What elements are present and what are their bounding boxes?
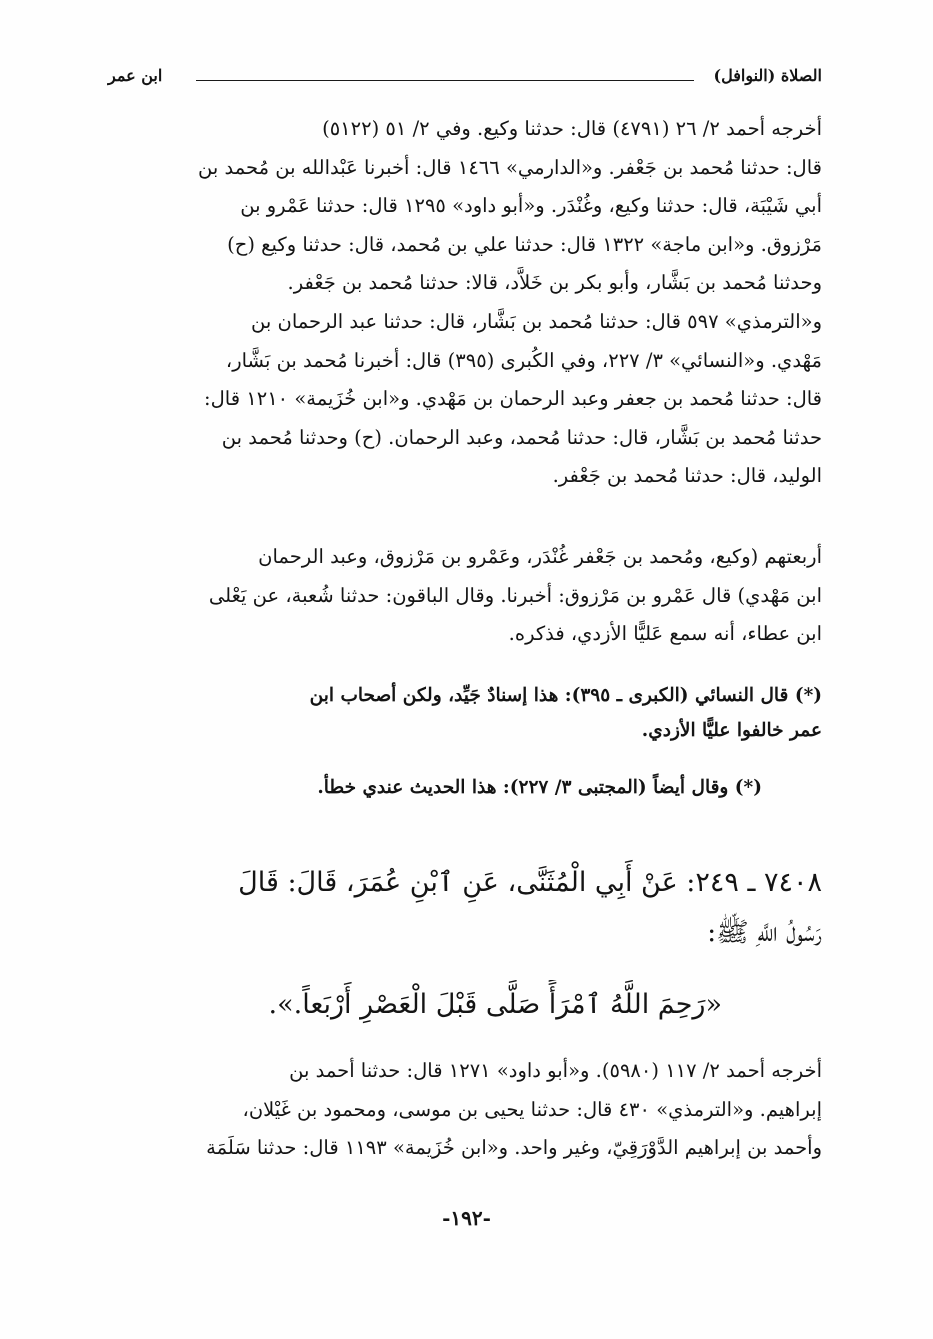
running-header [108,60,822,90]
text-line: أربعتهم (وكيع، ومُحمد بن جَعْفر غُنْدَر، وعَمْرو بن مَرْزوق، وعبد الرحمان [258,545,822,568]
chapter-title: ابن عمر [108,66,163,85]
hadith-isnad-line: ٧٤٠٨ ـ ٢٤٩: عَنْ أَبِي الْمُثَنَّى، عَنِ ٱبْنِ عُمَرَ، قَالَ: قَالَ [238,867,822,898]
nasai-note-2 [112,770,822,805]
text-line: أخرجه أحمد ٢/ ١١٧ (٥٩٨٠). و«أبو داود» ١٢٧١ قال: حدثنا أحمد بن [289,1059,822,1082]
text-line: إبراهيم. و«الترمذي» ٤٣٠ قال: حدثنا يحيى بن موسى، ومحمود بن غَيْلان، [242,1097,822,1121]
takhrij-paragraph-2 [112,1052,822,1168]
text-line: حدثنا مُحمد بن بَشَّار، قال: حدثنا مُحمد، وعبد الرحمان. (ح) وحدثنا مُحمد بن [221,425,822,449]
text-line: مَرْزوق. و«ابن ماجة» ١٣٢٢ قال: حدثنا علي بن مُحمد، قال: حدثنا وكيع (ح) [227,232,822,256]
hadith-isnad-line: رَسُولُ اللَّهِ ﷺ: [707,917,822,948]
header-rule [196,80,694,81]
page-number: -١٩٢- [442,1206,491,1230]
takhrij-paragraph-1 [112,110,822,496]
note-line: (*) قال النسائي (الكبرى ـ ٣٩٥): هذا إسنادٌ جَيِّد، ولكن أصحاب ابن [309,685,822,706]
text-line: و«الترمذي» ٥٩٧ قال: حدثنا مُحمد بن بَشَّار، قال: حدثنا عبد الرحمان بن [251,309,822,333]
note-line: عمر خالفوا عليًّا الأزدي. [641,720,822,741]
narrators-paragraph [112,538,822,654]
text-line: أبي شَيْبَة، قال: حدثنا وكيع، وغُنْدَر. و«أبو داود» ١٢٩٥ قال: حدثنا عَمْرو بن [240,194,822,218]
text-line: مَهْدي. و«النسائي» ٣/ ٢٢٧، وفي الكُبرى (٣٩٥) قال: أخبرنا مُحمد بن بَشَّار، [225,348,822,372]
nasai-note [112,678,822,748]
text-line: ابن مَهْدي) قال عَمْرو بن مَرْزوق: أخبرنا. وقال الباقون: حدثنا شُعبة، عن يَعْلى [208,583,822,607]
text-line: وحدثنا مُحمد بن بَشَّار، وأبو بكر بن خَلاَّد، قالا: حدثنا مُحمد بن جَعْفر. [287,271,822,295]
text-line: وأحمد بن إبراهيم الدَّوْرَقِيّ، وغير واحد. و«ابن خُزَيمة» ١١٩٣ قال: حدثنا سَلَمَة [206,1136,822,1160]
text-line: الوليد، قال: حدثنا مُحمد بن جَعْفر. [552,464,822,488]
text-line: قال: حدثنا مُحمد بن جَعْفر. و«الدارمي» ١٤٦٦ قال: أخبرنا عَبْدالله بن مُحمد بن [198,155,822,179]
text-line: ابن عطاء، أنه سمع عَليًّا الأزدي، فذكره. [508,622,822,646]
hadith-block [112,858,822,1030]
hadith-matn: «رَحِمَ اللَّهُ ٱمْرَأً صَلَّى قَبْلَ الْعَصْرِ أَرْبَعاً.». [268,989,722,1020]
section-title: الصلاة (النوافل) [713,66,822,85]
text-line: أخرجه أحمد ٢/ ٢٦ (٤٧٩١) قال: حدثنا وكيع. وفي ٢/ ٥١ (٥١٢٢) [322,117,822,140]
text-line: قال: حدثنا مُحمد بن جعفر وعبد الرحمان بن مَهْدي. و«ابن خُزَيمة» ١٢١٠ قال: [204,387,822,411]
note-line: (*) وقال أيضاً (المجتبى ٣/ ٢٢٧): هذا الحديث عندي خطأ. [317,777,762,798]
